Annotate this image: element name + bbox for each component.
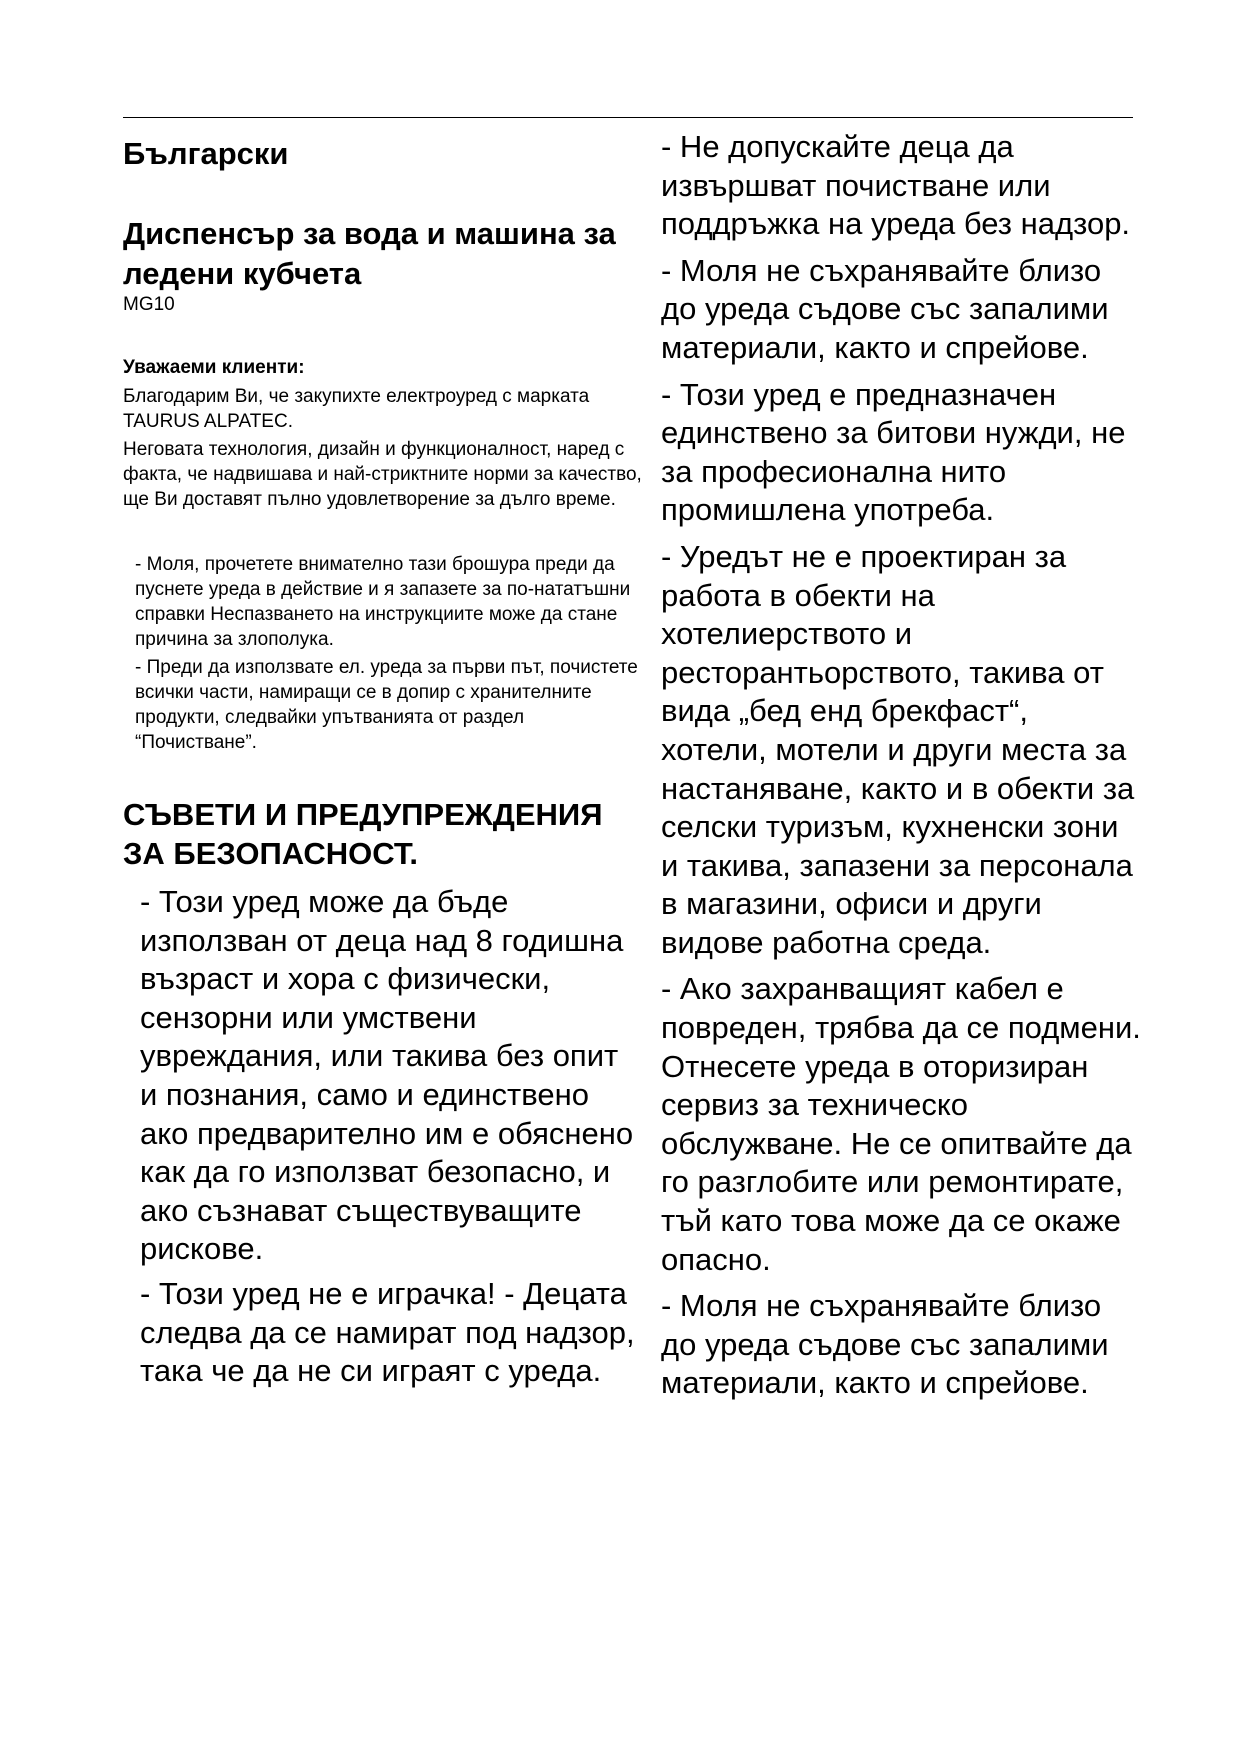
safety-item: - Не допускайте деца да извършват почистване или поддръжка на уреда без надзор.: [661, 129, 1131, 242]
model-number: MG10: [123, 294, 175, 315]
safety-item: - Моля не съхранявайте близо до уреда съдове със запалими материали, както и спрейове.: [661, 1288, 1109, 1401]
safety-item: - Ако захранващият кабел е повреден, трябва да се подмени. Отнесете уреда в оторизиран сервиз за техническо обслужване. Не се опитвайте да го разглобите или ремонтирате, тъй като това може да се окаже опасно.: [661, 971, 1141, 1277]
product-title: Диспенсър за вода и машина за ледени кубчета: [123, 216, 616, 291]
safety-item: - Моля не съхранявайте близо до уреда съдове със запалими материали, както и спрейове.: [661, 252, 1109, 365]
safety-item: - Този уред може да бъде използван от деца над 8 годишна възраст и хора с физически, сензорни или умствени увреждания, или такива без опит и познания, само и единствено ако предварително им е обяснено как да го използват безопасно, и ако съзнават съществуващите рискове.: [140, 884, 634, 1267]
intro-paragraph-1: Благодарим Ви, че закупихте електроуред с марката TAURUS ALPATEC.: [123, 386, 590, 432]
safety-item: - Този уред не е играчка! - Децата следва да се намират под надзор, така че да не си играят с уреда.: [140, 1275, 635, 1389]
right-column: [661, 128, 1141, 1411]
safety-item: - Уредът не е проектиран за работа в обекти на хотелиерството и ресторантьорството, такива от вида „бед енд брекфаст“, хотели, мотели и други места за настаняване, както и в обекти за селски туризъм, кухненски зони и такива, запазени за персонала в магазини, офиси и други видове работна среда.: [661, 538, 1135, 960]
note-item: - Преди да използвате ел. уреда за първи път, почистете всички части, намиращи се в допир с хранителните продукти, следвайки упътванията от раздел “Почистване”.: [135, 657, 638, 753]
safety-heading: СЪВЕТИ И ПРЕДУПРЕЖДЕНИЯ ЗА БЕЗОПАСНОСТ.: [123, 797, 603, 871]
intro-paragraph-2: Неговата технология, дизайн и функционалност, наред с факта, че надвишава и най-стриктните норми за качество, ще Ви доставят пълно удовлетворение за дълго време.: [123, 439, 642, 510]
note-item: - Моля, прочетете внимателно тази брошура преди да пуснете уреда в действие и я запазете за по-нататъшни справки Неспазването на инструкциите може да стане причина за злополука.: [135, 554, 631, 650]
greeting: Уважаеми клиенти:: [123, 357, 305, 378]
safety-left-list: [140, 883, 643, 1391]
header-rule: [123, 117, 1133, 118]
left-column: [123, 128, 643, 1397]
safety-item: - Този уред е предназначен единствено за битови нужди, не за професионална нито промишлена употреба.: [661, 376, 1126, 528]
language-heading: Български: [123, 136, 289, 171]
notes-list: [135, 552, 643, 755]
safety-right-list: [661, 128, 1141, 1403]
